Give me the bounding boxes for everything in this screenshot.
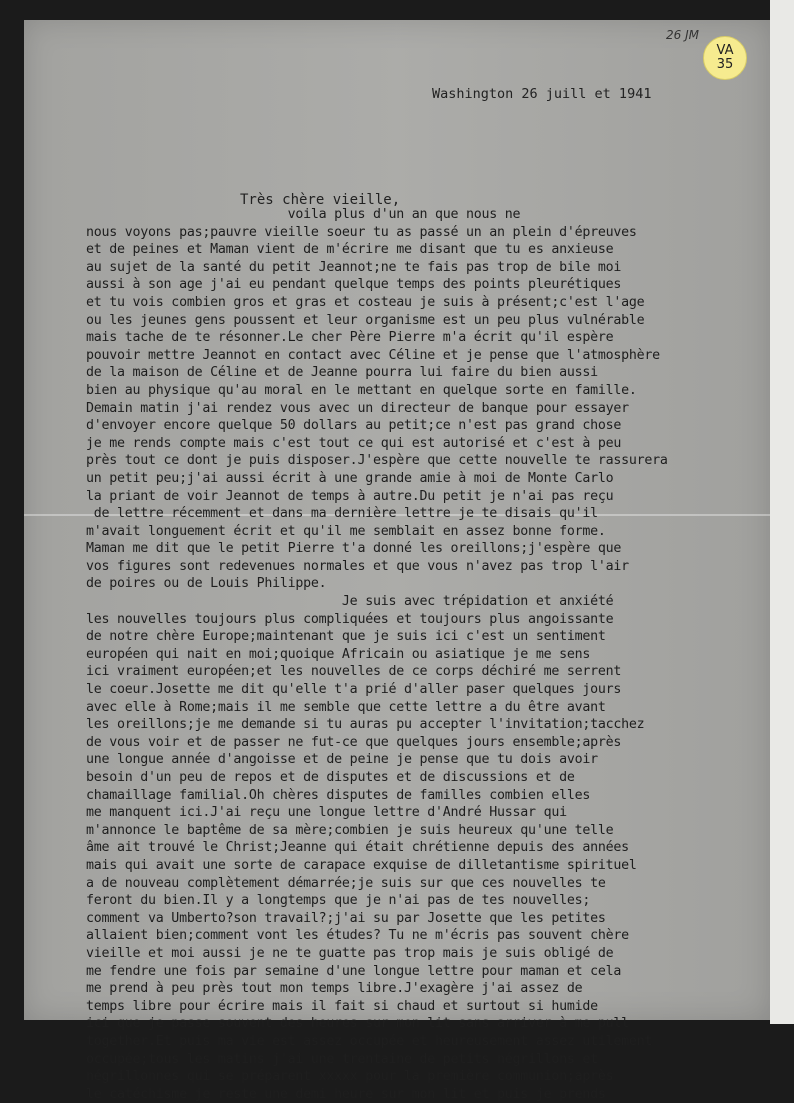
letter-line: les nouvelles toujours plus compliquées et toujours plus angoissante [86,611,614,627]
letter-line: le coeur.Josette me dit qu'elle t'a prié d'aller paser quelques jours [86,682,622,698]
letter-line: nous voyons pas;pauvre vieille soeur tu as passé un an plein d'épreuves [86,224,637,240]
letter-date: Washington 26 juill et 1941 [432,86,652,102]
letter-line: a de nouveau complètement démarrée;je suis sur que ces nouvelles te [86,875,606,891]
letter-line: besoin d'un peu de repos et de disputes et de discussions et de [86,770,575,785]
letter-line: allaient bien;comment vont les études? Tu ne m'écris pas souvent chère [86,928,629,944]
letter-line: pouvoir mettre Jeannot en contact avec Céline et je pense que l'atmosphère [86,347,660,363]
letter-line: ici vraiment européen;et les nouvelles de ce corps déchiré me serrent [86,664,622,680]
letter-line: un petit peu;j'ai aussi écrit à une grande amie à moi de Monte Carlo [86,470,614,486]
letter-line: aussi à son age j'ai eu pendant quelque temps des points pleurétiques [86,277,622,293]
letter-line: feront du bien.Il y a longtemps que je n'ai pas de tes nouvelles; [86,893,591,909]
letter-line: comment va Umberto?son travail?;j'ai su par Josette que les petites [86,910,606,926]
letter-line: avec elle à Rome;mais il me semble que cette lettre a du être avant [86,699,606,715]
letter-line: de notre chère Europe;maintenant que je suis ici c'est un sentiment [86,629,606,645]
letter-line: près tout ce dont je puis disposer.J'espère que cette nouvelle te rassurera [86,453,668,469]
letter-line: de vous voir et de passer ne fut-ce que quelques jours ensemble;après [86,734,622,750]
letter-line: d'envoyer encore quelque 50 dollars au petit;ce n'est pas grand chose [86,418,622,434]
letter-line: together.Et puis ma vie est assez occupée et heureusement assez utilement [86,1033,653,1049]
letter-line: de lettre récemment et dans ma dernière lettre je te disais qu'il [86,506,598,522]
letter-line: ici que je passe souvent des heures sur mon lit sans arriver à me pull [86,1016,629,1032]
letter-line: négrillonnes qui se préparent xxxxx pour la première communion;après [86,1069,614,1085]
letter-line: et tu vois combien gros et gras et costeau je suis à présent;c'est l'age [86,294,645,310]
letter-line: me prend à peu près tout mon temps libre.J'exagère j'ai assez de [86,981,583,997]
letter-body [86,206,766,1103]
letter-line: au sujet de la santé du petit Jeannot;ne te fais pas trop de bile moi [86,259,622,275]
letter-line: de poires ou de Louis Philippe. [86,576,327,592]
letter-line: mais qui avait une sorte de carapace exquise de dilletantisme spirituel [86,857,637,873]
letter-line: bien au physique qu'au moral en le mettant en quelque sorte en famille. [86,382,637,398]
letter-line: âme ait trouvé le Christ;Jeanne qui était chrétienne depuis des années [86,840,629,856]
letter-line: vieille et moi aussi je ne te guatte pas trop mais je suis obligé de [86,945,614,961]
letter-salutation: Très chère vieille, [240,192,401,208]
letter-line: de la maison de Céline et de Jeanne pourra lui faire du bien aussi [86,365,598,381]
letter-line: une longue année d'angoisse et de peine je pense que tu dois avoir [86,752,598,768]
background-strip [770,0,794,1024]
letter-line: et de peines et Maman vient de m'écrire me disant que tu es anxieuse [86,242,614,258]
archive-pencil-mark: 26 JM [666,28,699,42]
letter-line: le catéchisme je reste une demi heure sur mon lit et puis je prends [86,1086,606,1102]
letter-line: me manquent ici.J'ai reçu une longue lettre d'André Hussar qui [86,805,567,821]
letter-line: voila plus d'un an que nous ne [86,207,521,222]
letter-line: ou les jeunes gens poussent et leur organisme est un peu plus vulnérable [86,312,645,328]
letter-line: mais tache de te résonner.Le cher Père Pierre m'a écrit qu'il espère [86,330,614,346]
letter-line: les oreillons;je me demande si tu auras pu accepter l'invitation;tacchez [86,717,645,733]
letter-line: chamaillage familial.Oh chères disputes de familles combien elles [86,787,591,803]
letter-line: Demain matin j'ai rendez vous avec un directeur de banque pour essayer [86,400,629,416]
letter-line: Maman me dit que le petit Pierre t'a donné les oreillons;j'espère que [86,541,622,557]
letter-line: je me rends compte mais c'est tout ce qui est autorisé et c'est à peu [86,435,622,451]
letter-line: temps libre pour écrire mais il fait si chaud et surtout si humide [86,998,598,1014]
sticker-number: 35 [716,57,734,72]
letter-line: Je suis avec trépidation et anxiété [86,594,614,610]
letter-line: occupée;tous les matins j'ai une trentaine de petits négrillons et [86,1051,598,1067]
archive-sticker [703,36,747,80]
letter-line: m'avait longuement écrit et qu'il me semblait en assez bonne forme. [86,523,606,539]
letter-line: m'annonce le baptême de sa mère;combien je suis heureux qu'une telle [86,822,614,838]
letter-line: me fendre une fois par semaine d'une longue lettre pour maman et cela [86,963,622,979]
letter-line: européen qui nait en moi;quoique Africain ou asiatique je me sens [86,646,591,662]
letter-line: la priant de voir Jeannot de temps à autre.Du petit je n'ai pas reçu [86,488,614,504]
letter-line: vos figures sont redevenues normales et que vous n'avez pas trop l'air [86,558,629,574]
sticker-code: VA [716,43,734,58]
